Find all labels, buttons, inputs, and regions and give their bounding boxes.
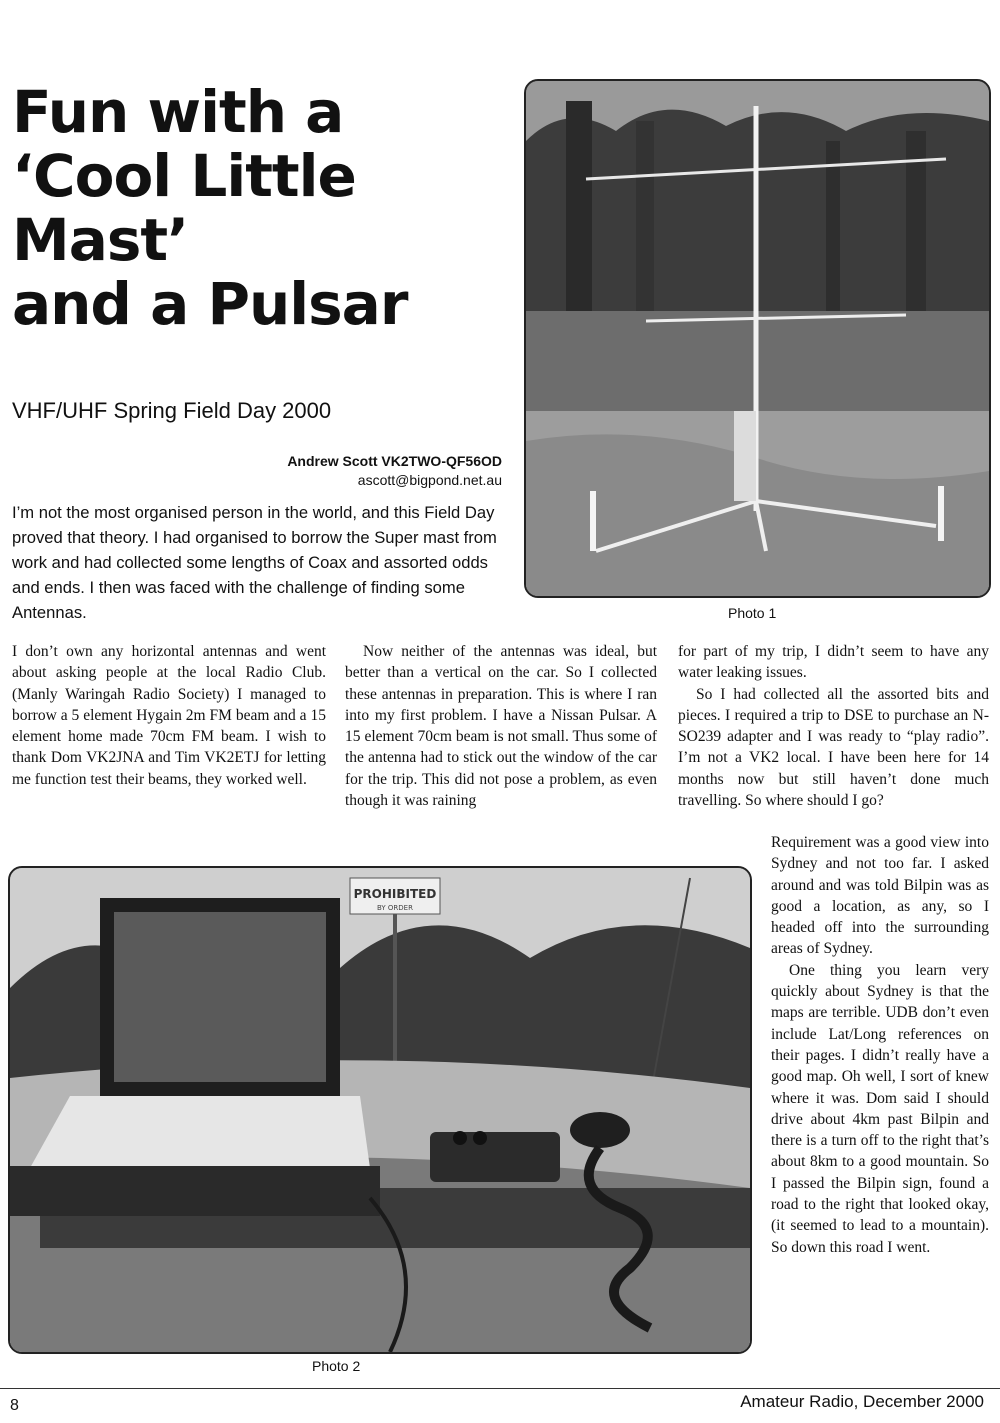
photo-2-image xyxy=(10,868,750,1352)
title-line-2: ‘Cool Little xyxy=(12,142,356,210)
sign-text: PROHIBITED xyxy=(353,887,437,901)
body-paragraph: So I had collected all the assorted bits and pieces. I required a trip to DSE to purchase an N-SO239 adapter and I was ready to “play radio”. I’m not a VK2 local. I have been here for 14 months now but still haven’t done much travelling. So where should I go? xyxy=(678,685,989,810)
photo-1-mast xyxy=(524,79,991,598)
author-block xyxy=(287,452,502,490)
photo-2-caption: Photo 2 xyxy=(312,1358,361,1374)
body-paragraph: One thing you learn very quickly about Sydney is that the maps are terrible. UDB don’t even include Lat/Long references on their pages. I didn’t really have a good map. Oh well, I sort of knew where it was. Dom said I should drive about 4km past Bilpin and there is a turn off to the right that’s about 8km to a good mountain. So I passed the Bilpin sign, found a road to the right that looked okay, (it seemed to lead to a mountain). So down this road I went. xyxy=(771,961,989,1256)
author-name: Andrew Scott VK2TWO-QF56OD xyxy=(287,453,502,469)
body-paragraph: I don’t own any horizontal antennas and went about asking people at the local Radio Club. (Manly Waringah Radio Society) I managed to borrow a 5 element Hygain 2m FM beam and a 15 element home made 70cm FM beam. I wish to thank Dom VK2JNA and Tim VK2ETJ for letting me function test their beams, they worked well. xyxy=(12,643,326,788)
author-email: ascott@bigpond.net.au xyxy=(357,472,502,488)
intro-paragraph: I’m not the most organised person in the world, and this Field Day proved that theory. I had organised to borrow the Super mast from work and had collected some lengths of Coax and assorted odds and ends. I then was faced with the challenge of finding some Antennas. xyxy=(12,503,497,622)
page-number: 8 xyxy=(10,1397,19,1414)
body-paragraph: Requirement was a good view into Sydney and not too far. I asked around and was told Bilpin was as good a location, as any, so I headed off into the surrounding areas of Sydney. xyxy=(771,834,989,958)
title-line-4: and a Pulsar xyxy=(12,270,408,338)
title-line-1: Fun with a xyxy=(12,78,344,146)
publication-line: Amateur Radio, December 2000 xyxy=(740,1392,984,1411)
photo-1-image xyxy=(526,81,989,596)
body-paragraph: for part of my trip, I didn’t seem to have any water leaking issues. xyxy=(678,643,989,682)
article-subtitle: VHF/UHF Spring Field Day 2000 xyxy=(12,398,332,423)
body-column-3-continued xyxy=(771,832,989,1258)
photo-1-caption: Photo 1 xyxy=(728,605,777,621)
title-line-3: Mast’ xyxy=(12,206,189,274)
sign-subtext: BY ORDER xyxy=(377,904,413,912)
photo-2-laptop-radio xyxy=(8,866,752,1354)
body-column-3 xyxy=(678,641,989,811)
body-column-1 xyxy=(12,641,326,790)
footer-rule xyxy=(0,1388,1000,1389)
article-title xyxy=(12,80,512,336)
body-column-2 xyxy=(345,641,657,811)
body-paragraph: Now neither of the antennas was ideal, but better than a vertical on the car. So I collected these antennas in preparation. This is where I ran into my first problem. I have a Nissan Pulsar. A 15 element 70cm beam is not small. Thus some of the antenna had to stick out the window of the car for the trip. This did not pose a problem, as even though it was raining xyxy=(345,643,657,810)
